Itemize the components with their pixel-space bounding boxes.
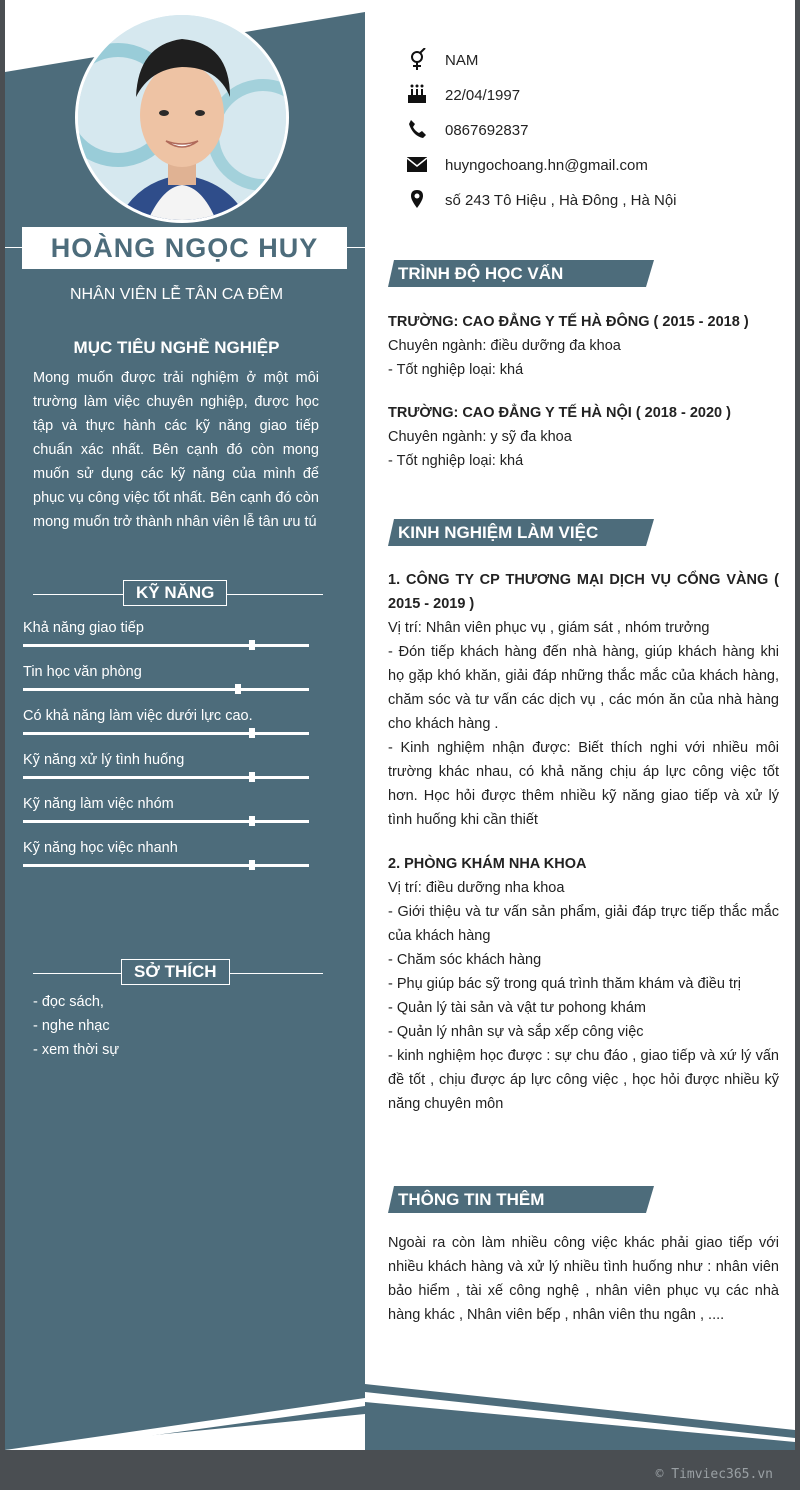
skill-level-marker (249, 860, 255, 870)
birthday-cake-icon (405, 83, 429, 107)
skill-name: Kỹ năng xử lý tình huống (23, 752, 185, 768)
hobby-item: - nghe nhạc (33, 1018, 110, 1034)
skill-item (23, 708, 313, 724)
hobby-item: - đọc sách, (33, 994, 104, 1010)
skills-title: KỸ NĂNG (123, 580, 227, 606)
experience-job (388, 568, 779, 832)
name-box (22, 227, 347, 269)
company-name: 1. CÔNG TY CP THƯƠNG MẠI DỊCH VỤ CỔNG VÀNG ( 2015 - 2019 ) (388, 572, 779, 612)
birthday-text: 22/04/1997 (445, 87, 521, 104)
skill-name: Kỹ năng học việc nhanh (23, 840, 178, 856)
location-pin-icon (405, 188, 429, 212)
experience-title: KINH NGHIỆM LÀM VIỆC (398, 523, 599, 542)
school-name: TRƯỜNG: CAO ĐẲNG Y TẾ HÀ NỘI ( 2018 - 2020 ) (388, 405, 731, 421)
skill-item (23, 620, 313, 636)
skill-level-marker (249, 640, 255, 650)
job-line: - Kinh nghiệm nhận được: Biết thích nghi với nhiều môi trường khác nhau, có khả năng chịu áp lực công việc tốt hơn. Học hỏi được thêm nhiều kỹ năng giao tiếp và xử lý tình huống khi cần thiết (388, 740, 779, 828)
avatar-portrait-image (78, 15, 286, 220)
phone-text: 0867692837 (445, 122, 529, 139)
skill-item (23, 664, 313, 680)
hobby-item: - xem thời sự (33, 1042, 120, 1058)
phone-icon (405, 118, 429, 142)
full-name: HOÀNG NGỌC HUY (50, 233, 319, 263)
skill-bar (23, 732, 309, 735)
skill-level-marker (235, 684, 241, 694)
job-title: NHÂN VIÊN LỄ TÂN CA ĐÊM (69, 286, 284, 303)
objective-title: MỤC TIÊU NGHỀ NGHIỆP (73, 338, 280, 357)
extra-text: Ngoài ra còn làm nhiều công việc khác phải giao tiếp với nhiều khách hàng và xử lý nhiều tình huống như : nhân viên bảo hiểm , tài xế công nghệ , nhân viên phục vụ các nhà hàng khác , Nhân viên bếp , nhân viên thu ngân , .... (388, 1235, 779, 1323)
school-grade: - Tốt nghiệp loại: khá (388, 362, 524, 378)
email-text: huyngochoang.hn@gmail.com (445, 157, 648, 174)
experience-job (388, 852, 779, 1116)
sidebar-bottom-cut (5, 1380, 365, 1450)
mail-icon (405, 153, 429, 177)
school-major: Chuyên ngành: y sỹ đa khoa (388, 429, 572, 445)
skill-name: Kỹ năng làm việc nhóm (23, 796, 174, 812)
education-entry (388, 401, 779, 473)
objective-text: Mong muốn được trải nghiệm ở một môi trường làm việc chuyên nghiệp, được học tập và thực hành các kỹ năng giao tiếp chuẩn xác nhất. Bên cạnh đó còn mong muốn sử dụng các kỹ năng của mình để phục vụ công việc tốt nhất. Bên cạnh đó còn mong muốn trở thành nhân viên lễ tân ưu tú (33, 370, 319, 530)
job-line: - Giới thiệu và tư vấn sản phẩm, giải đáp trực tiếp thắc mắc của khách hàng (388, 904, 779, 944)
address-text: số 243 Tô Hiệu , Hà Đông , Hà Nội (445, 192, 677, 209)
skill-item (23, 752, 313, 768)
education-entry (388, 310, 779, 382)
job-line: Vị trí: điều dưỡng nha khoa (388, 880, 565, 896)
skill-name: Tin học văn phòng (23, 664, 142, 680)
skill-bar (23, 864, 309, 867)
education-title: TRÌNH ĐỘ HỌC VẤN (398, 264, 564, 283)
job-line: - Quản lý nhân sự và sắp xếp công việc (388, 1024, 644, 1040)
job-line: - kinh nghiệm học được : sự chu đáo , giao tiếp và xứ lý vấn đề tốt , chịu được áp lực công việc , học hỏi được nhiều kỹ năng chuyên môn (388, 1048, 779, 1112)
skill-level-marker (249, 816, 255, 826)
job-line: - Quản lý tài sản và vật tư pohong khám (388, 1000, 646, 1016)
footer (0, 1450, 800, 1490)
right-bottom-decoration (365, 1380, 795, 1450)
skill-bar (23, 820, 309, 823)
job-line: Vị trí: Nhân viên phục vụ , giám sát , nhóm trưởng (388, 620, 710, 636)
job-line: - Đón tiếp khách hàng đến nhà hàng, giúp khách hàng khi họ gặp khó khăn, giải đáp những thắc mắc của khách hàng, chăm sóc và tư vấn các dịch vụ , các món ăn của nhà hàng cho khách hàng . (388, 644, 779, 732)
name-divider-right (347, 247, 365, 248)
skill-bar (23, 644, 309, 647)
skill-level-marker (249, 772, 255, 782)
skill-item (23, 796, 313, 812)
skill-name: Khả năng giao tiếp (23, 620, 144, 636)
skill-level-marker (249, 728, 255, 738)
company-name: 2. PHÒNG KHÁM NHA KHOA (388, 856, 587, 872)
school-major: Chuyên ngành: điều dưỡng đa khoa (388, 338, 621, 354)
gender-text: NAM (445, 52, 479, 69)
skill-bar (23, 776, 309, 779)
cv-page (5, 0, 795, 1450)
avatar (75, 12, 289, 223)
watermark: © Timviec365.vn (655, 1467, 773, 1482)
hobbies-title: SỞ THÍCH (121, 959, 230, 985)
school-name: TRƯỜNG: CAO ĐẲNG Y TẾ HÀ ĐÔNG ( 2015 - 2018 ) (388, 314, 749, 330)
gender-icon (405, 48, 429, 72)
name-divider-left (5, 247, 22, 248)
sidebar (5, 0, 365, 1450)
job-line: - Chăm sóc khách hàng (388, 952, 542, 968)
school-grade: - Tốt nghiệp loại: khá (388, 453, 524, 469)
skill-bar (23, 688, 309, 691)
skill-item (23, 840, 313, 856)
skill-name: Có khả năng làm việc dưới lực cao. (23, 708, 253, 724)
job-line: - Phụ giúp bác sỹ trong quá trình thăm khám và điều trị (388, 976, 742, 992)
extra-title: THÔNG TIN THÊM (398, 1190, 545, 1209)
